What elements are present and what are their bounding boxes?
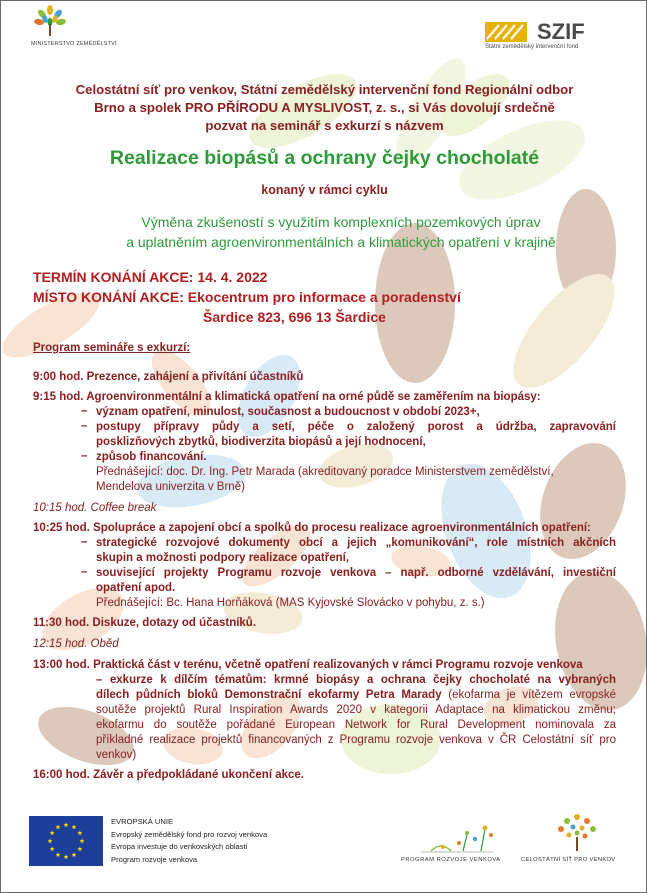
ministry-logo-text: MINISTERSTVO ZEMĚDĚLSTVÍ: [31, 41, 117, 47]
event-address: Šardice 823, 696 13 Šardice: [203, 309, 386, 325]
eu-line: EVROPSKÁ UNIE: [111, 817, 174, 826]
speaker-line: Přednášející: Bc. Hana Horňáková (MAS Kyjovské Slovácko v pohybu, z. s.): [96, 597, 485, 609]
program-bullet: způsob financování.: [96, 451, 207, 463]
program-item-1300-line: ekofarmu do soutěže pořádané European Network for Rural Development nominovala za: [96, 719, 616, 731]
subtitle-line: Výměna zkušeností s využitím komplexních pozemkových úprav: [141, 214, 541, 230]
prv-logo-text: PROGRAM ROZVOJE VENKOVA: [401, 857, 501, 863]
cycle-subtitle: [41, 212, 641, 252]
ministry-logo: [27, 5, 157, 49]
bullet-dash: –: [81, 450, 88, 462]
program-item-1130: 11:30 hod. Diskuze, dotazy od účastníků.: [33, 617, 257, 629]
szif-brand: SZIF: [537, 19, 585, 44]
program-item-1300: 13:00 hod. Praktická část v terénu, včetně opatření realizovaných v rámci Programu rozvoje venkova: [33, 659, 583, 671]
eu-line: Program rozvoje venkova: [111, 854, 198, 864]
eu-line: Evropa investuje do venkovských oblastí: [111, 842, 248, 851]
speaker-line: Mendelova univerzita v Brně): [96, 481, 245, 493]
eu-flag-icon: [29, 816, 103, 866]
program-bullet: postupy přípravy půdy a setí, péče o založený porost a údržba, zapravování: [96, 421, 616, 433]
program-item-1215: 12:15 hod. Oběd: [33, 638, 119, 650]
invitation-intro: [21, 81, 628, 135]
tree-icon: [33, 5, 67, 39]
bullet-dash: –: [81, 536, 88, 548]
program-item-1300-line: příkladné realizace projektů financovaných z Programu rozvoje venkova v ČR Celostátní síť pro: [96, 734, 616, 746]
program-bullet-cont: skupin a možnosti podpory realizace opatření,: [96, 552, 350, 564]
program-item-1300-line: – exkurze k dílčím tématům: krmné biopásy a ochrana čejky chocholaté na vybraných: [96, 674, 616, 686]
program-item-1600: 16:00 hod. Závěr a předpokládané ukončení akce.: [33, 769, 304, 781]
subtitle-line: a uplatněním agroenvironmentálních a klimatických opatření v krajině: [126, 234, 556, 250]
demo-farm-name: dílech půdních bloků Demonstrační ekofarmy Petra Marady: [96, 689, 442, 701]
csv-logo-text: CELOSTÁTNÍ SÍŤ PRO VENKOV: [521, 857, 616, 863]
program-bullet: význam opatření, minulost, současnost a budoucnost v období 2023+,: [96, 406, 480, 418]
program-bullet: související projekty Programu rozvoje venkova – např. odborné vzdělávání, investiční: [96, 567, 616, 579]
program-item-0900: 9:00 hod. Prezence, zahájení a přivítání účastníků: [33, 371, 304, 383]
event-place: MÍSTO KONÁNÍ AKCE: Ekocentrum pro informace a poradenství: [33, 289, 461, 305]
program-item-1300-line: venkov): [96, 749, 137, 761]
event-date: TERMÍN KONÁNÍ AKCE: 14. 4. 2022: [33, 269, 268, 285]
eu-text-block: [111, 816, 267, 866]
bullet-dash: –: [81, 420, 88, 432]
szif-subtitle: Státní zemědělský intervenční fond: [485, 44, 579, 50]
demo-farm-rest: (ekofarma je vítězem evropské: [441, 689, 617, 701]
intro-line: Brno a spolek PRO PŘÍRODU A MYSLIVOST, z. s., si Vás dovolují srdečně: [94, 100, 555, 115]
intro-line: pozvat na seminář s exkurzí s názvem: [205, 118, 444, 133]
program-bullet-cont: posklizňových zbytků, biodiverzita biopásů a její hodnocení,: [96, 436, 426, 448]
intro-line: Celostátní síť pro venkov, Státní zemědělský intervenční fond Regionální odbor: [75, 82, 574, 97]
program-heading: Program semináře s exkurzí:: [33, 342, 191, 354]
program-item-1300-line: [96, 688, 616, 703]
eu-line: Evropský zemědělský fond pro rozvoj venkova: [111, 829, 268, 839]
szif-logo: [485, 20, 605, 52]
program-bullet: strategické rozvojové dokumenty obcí a jejich „komunikování“, role místních akčních: [96, 537, 616, 549]
program-item-1015: 10:15 hod. Coffee break: [33, 502, 157, 514]
program-item-0915: 9:15 hod. Agroenvironmentální a klimatická opatření na orné půdě se zaměřením na biopásy:: [33, 391, 541, 403]
bullet-dash: –: [81, 405, 88, 417]
seminar-title: Realizace biopásů a ochrany čejky chocholaté: [109, 147, 540, 169]
bullet-dash: –: [81, 566, 88, 578]
program-item-1300-line: soutěže projektů Rural Inspiration Awards 2020 v kategorii Adaptace na klimatickou změnu;: [96, 704, 616, 716]
csv-logo-icon: [549, 811, 605, 855]
program-bullet-cont: opatření apod.: [96, 582, 176, 594]
cycle-label: konaný v rámci cyklu: [261, 183, 388, 197]
prv-logo-icon: [401, 821, 501, 857]
program-item-1025: 10:25 hod. Spolupráce a zapojení obcí a spolků do procesu realizace agroenvironmentálních opatření:: [33, 522, 591, 534]
szif-mark-icon: [485, 22, 527, 42]
speaker-line: Přednášející: doc. Dr. Ing. Petr Marada (akreditovaný poradce Ministerstvem zemědělství,: [96, 466, 554, 478]
